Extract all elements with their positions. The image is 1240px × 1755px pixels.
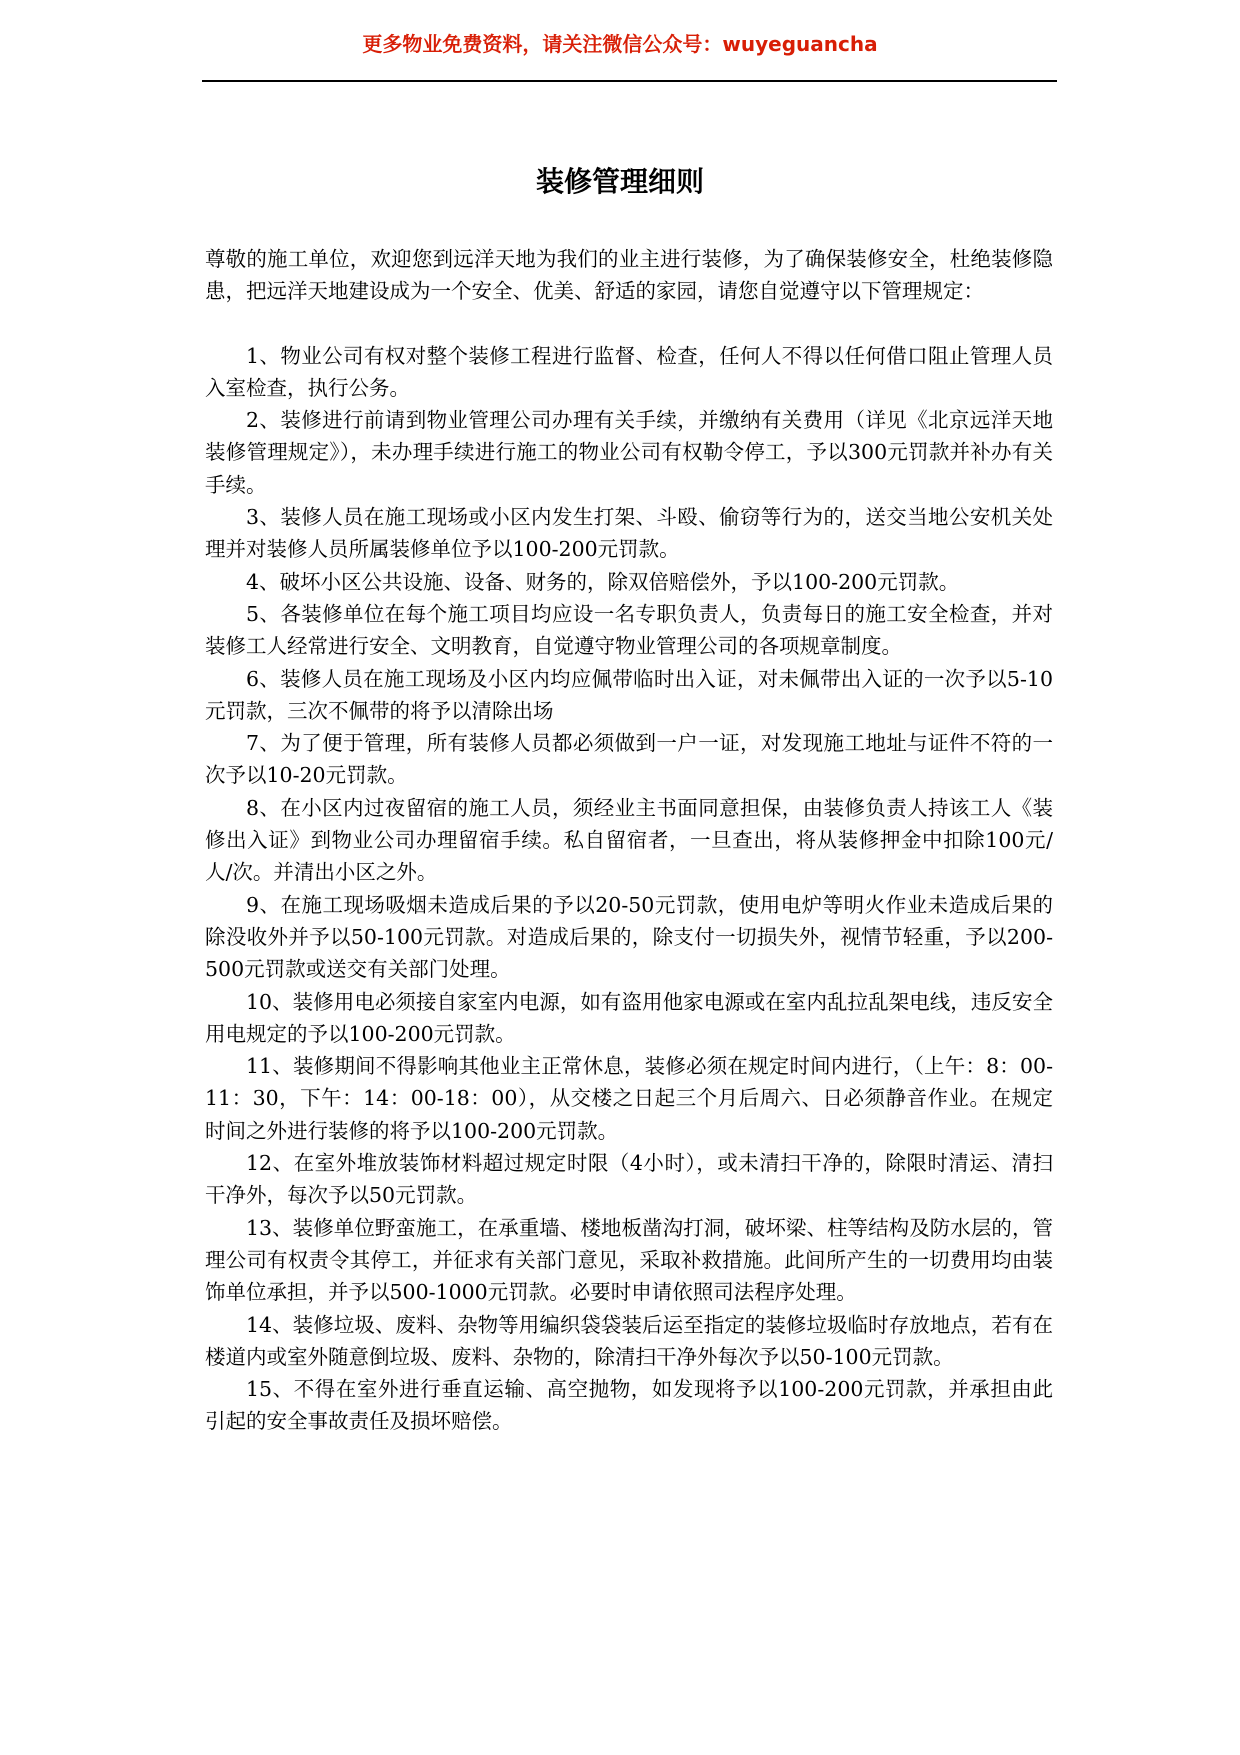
header-banner: 更多物业免费资料，请关注微信公众号：wuyeguancha (362, 32, 878, 56)
rule-item: 4、破坏小区公共设施、设备、财务的，除双倍赔偿外，予以100-200元罚款。 (246, 569, 960, 594)
document-title: 装修管理细则 (535, 165, 704, 198)
rule-item: 14、装修垃圾、废料、杂物等用编织袋袋装后运至指定的装修垃圾临时存放地点，若有在楼道内或室外随意倒垃圾、废料、杂物的，除清扫干净外每次予以50-100元罚款。 (205, 1312, 1053, 1369)
rule-item: 7、为了便于管理，所有装修人员都必须做到一户一证，对发现施工地址与证件不符的一次予以10-20元罚款。 (205, 731, 1053, 788)
rule-item: 2、装修进行前请到物业管理公司办理有关手续，并缴纳有关费用（详见《北京远洋天地装修管理规定》），未办理手续进行施工的物业公司有权勒令停工，予以300元罚款并补办有关手续。 (205, 408, 1053, 497)
rules-list (205, 340, 1053, 1438)
rule-item: 8、在小区内过夜留宿的施工人员，须经业主书面同意担保，由装修负责人持该工人《装修出入证》到物业公司办理留宿手续。私自留宿者，一旦查出，将从装修押金中扣除100元/人/次。并清出小区之外。 (205, 795, 1053, 885)
rule-item: 5、各装修单位在每个施工项目均应设一名专职负责人，负责每日的施工安全检查，并对装修工人经常进行安全、文明教育，自觉遵守物业管理公司的各项规章制度。 (205, 601, 1053, 659)
header-divider (202, 80, 1057, 82)
rule-item: 3、装修人员在施工现场或小区内发生打架、斗殴、偷窃等行为的，送交当地公安机关处理并对装修人员所属装修单位予以100-200元罚款。 (205, 505, 1053, 562)
rule-item: 10、装修用电必须接自家室内电源，如有盗用他家电源或在室内乱拉乱架电线，违反安全用电规定的予以100-200元罚款。 (205, 989, 1053, 1046)
rule-item: 9、在施工现场吸烟未造成后果的予以20-50元罚款，使用电炉等明火作业未造成后果的除没收外并予以50-100元罚款。对造成后果的，除支付一切损失外，视情节轻重，予以200-500元罚款或送交有关部门处理。 (205, 892, 1053, 982)
rule-item: 13、装修单位野蛮施工，在承重墙、楼地板凿沟打洞，破坏梁、柱等结构及防水层的，管理公司有权责令其停工，并征求有关部门意见，采取补救措施。此间所产生的一切费用均由装饰单位承担，并予以500-1000元罚款。必要时申请依照司法程序处理。 (205, 1215, 1053, 1305)
intro-paragraph: 尊敬的施工单位，欢迎您到远洋天地为我们的业主进行装修，为了确保装修安全，杜绝装修隐患，把远洋天地建设成为一个安全、优美、舒适的家园，请您自觉遵守以下管理规定： (205, 247, 1053, 304)
document-body (205, 243, 1053, 1438)
rule-item: 11、装修期间不得影响其他业主正常休息，装修必须在规定时间内进行，（上午：8：00-11：30，下午：14：00-18：00），从交楼之日起三个月后周六、日必须静音作业。在规定时间之外进行装修的将予以100-200元罚款。 (205, 1054, 1053, 1143)
rule-item: 6、装修人员在施工现场及小区内均应佩带临时出入证，对未佩带出入证的一次予以5-10元罚款，三次不佩带的将予以清除出场 (205, 666, 1053, 723)
rule-item: 12、在室外堆放装饰材料超过规定时限（4小时），或未清扫干净的，除限时清运、清扫干净外，每次予以50元罚款。 (205, 1151, 1053, 1208)
rule-item: 15、不得在室外进行垂直运输、高空抛物，如发现将予以100-200元罚款，并承担由此引起的安全事故责任及损坏赔偿。 (205, 1377, 1053, 1434)
rule-item: 1、物业公司有权对整个装修工程进行监督、检查，任何人不得以任何借口阻止管理人员入室检查，执行公务。 (205, 343, 1053, 400)
